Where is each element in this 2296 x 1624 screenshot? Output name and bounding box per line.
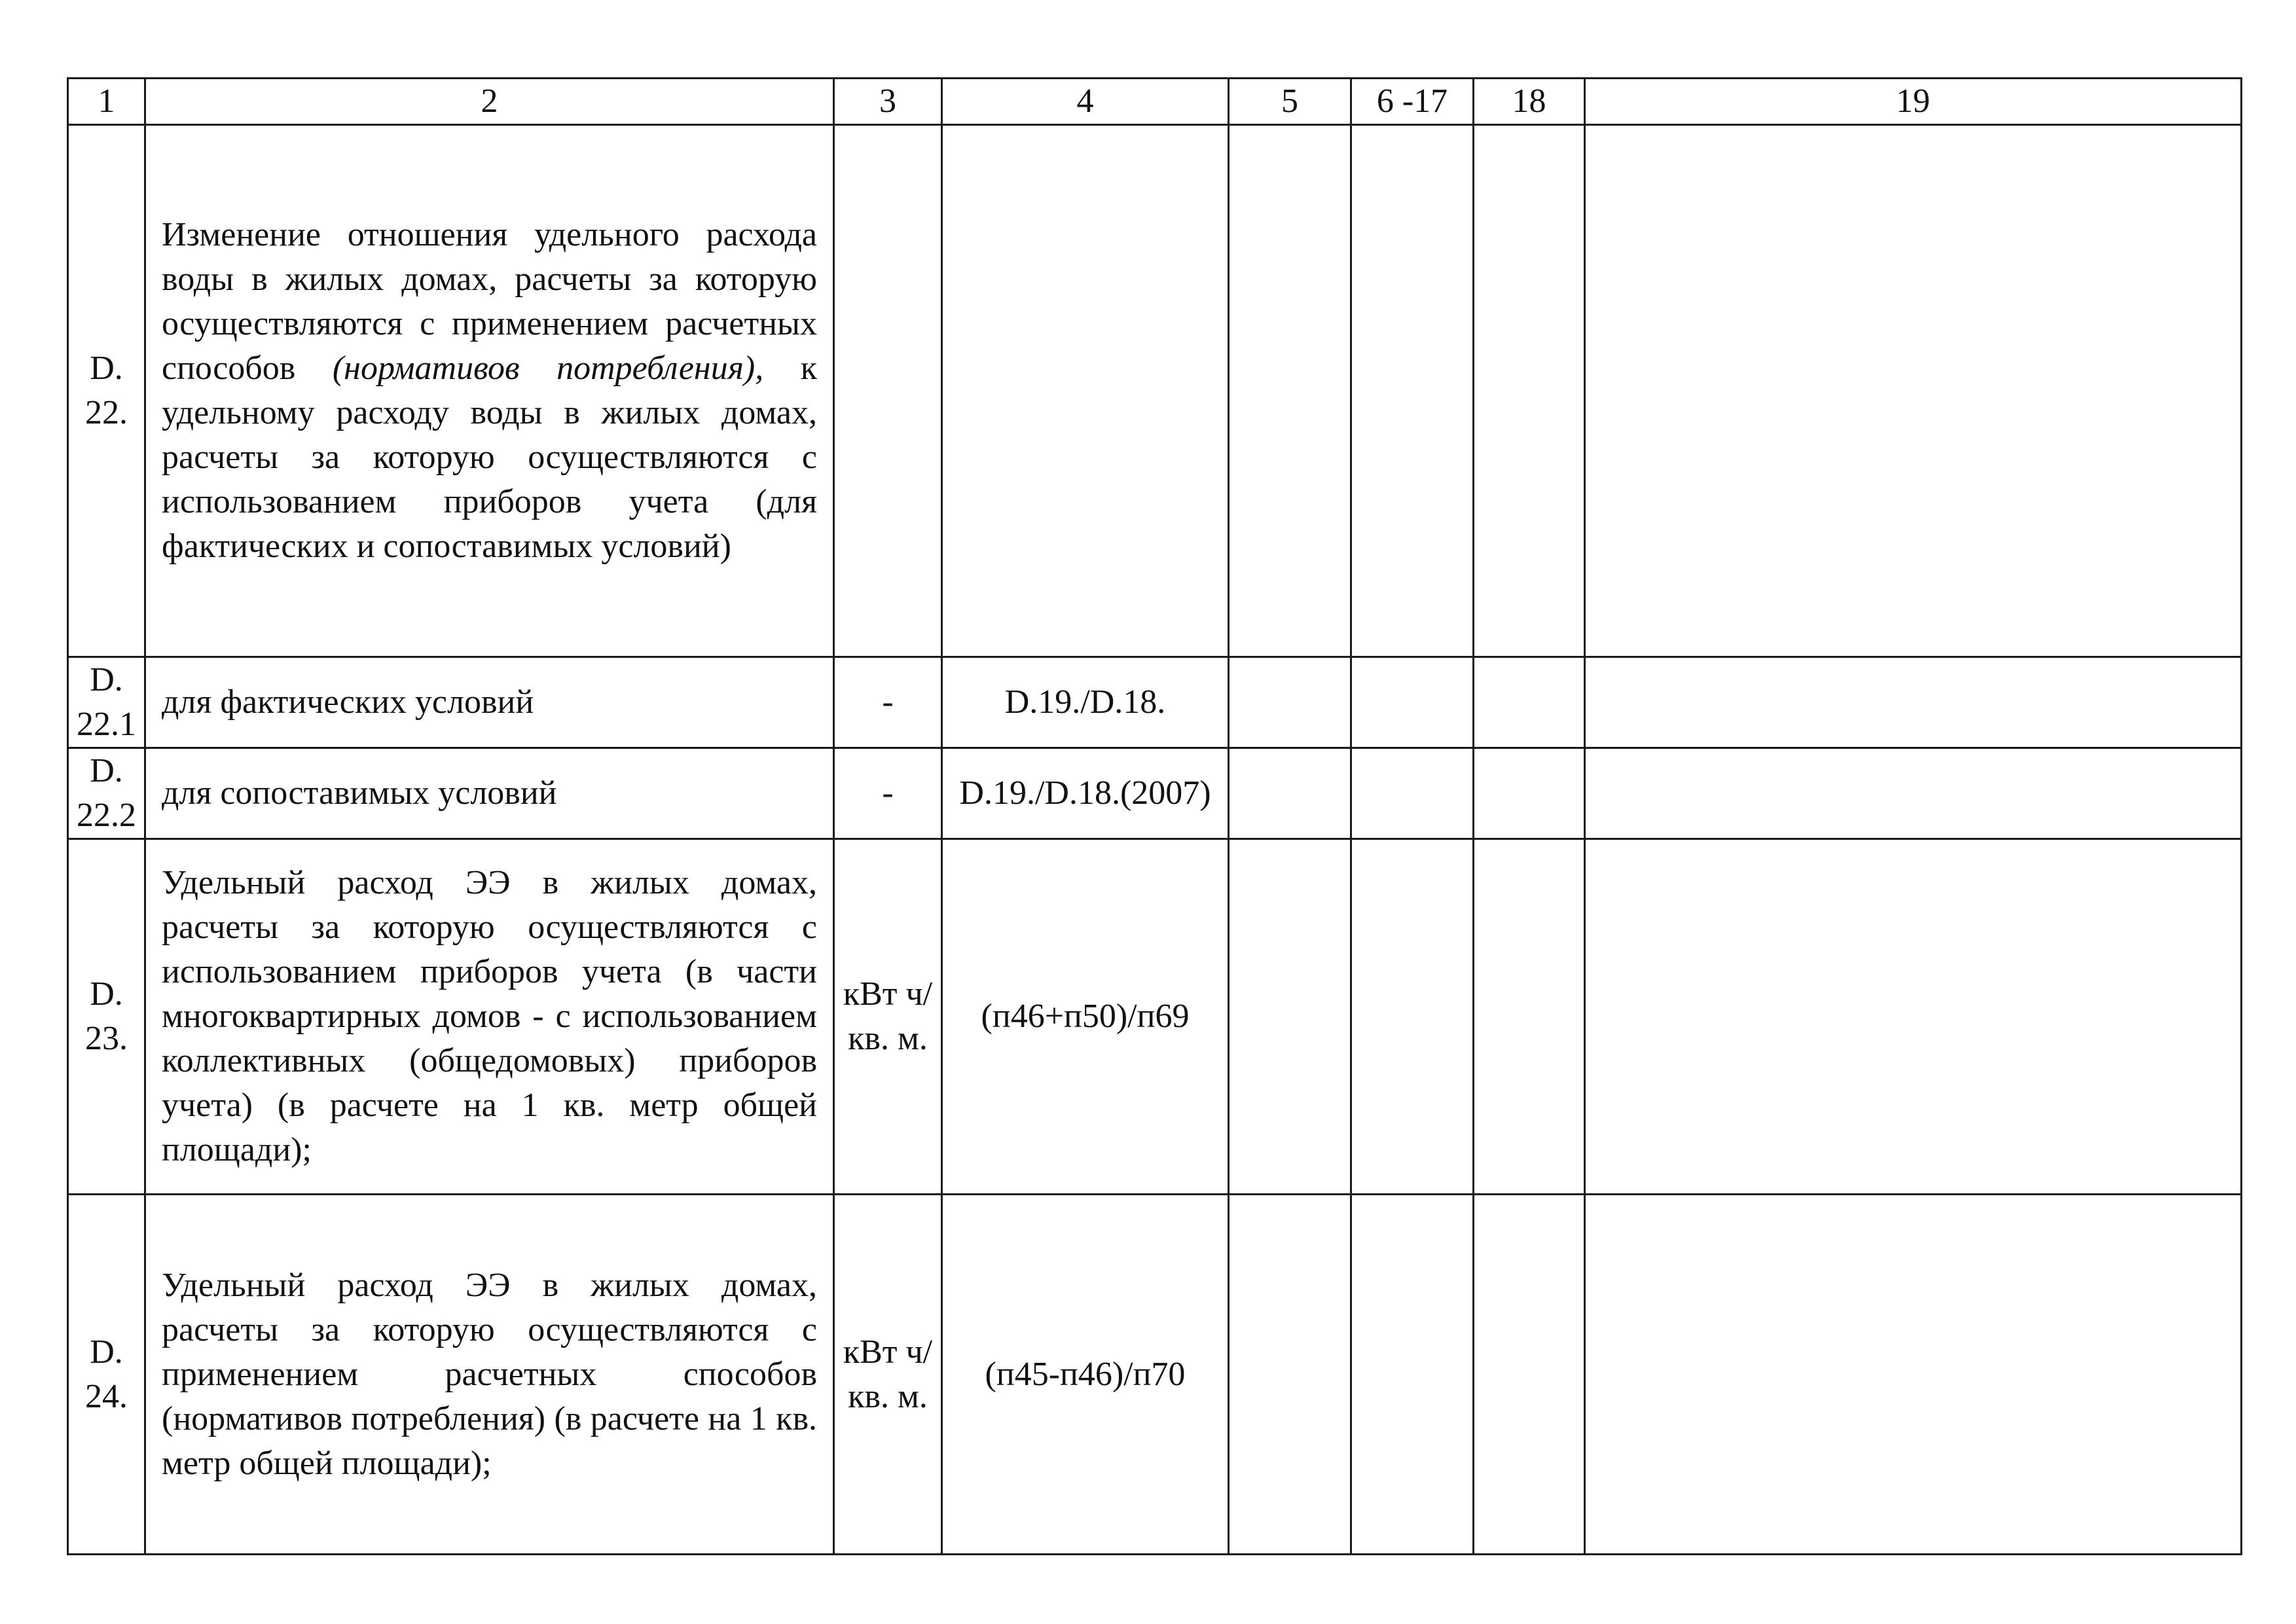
header-cell-col-1: 1 (68, 79, 145, 125)
row-unit: - (834, 748, 942, 839)
header-row (68, 79, 2242, 125)
row-description (145, 125, 834, 657)
table-row-d24 (68, 1195, 2242, 1555)
header-cell-col-6-17: 6 -17 (1351, 79, 1474, 125)
header-cell-col-19: 19 (1585, 79, 2242, 125)
header-cell-col-5: 5 (1229, 79, 1351, 125)
row-description (145, 839, 834, 1195)
row-unit: кВт ч/кв. м. (834, 1195, 942, 1555)
row-cell-col-19 (1585, 748, 2242, 839)
header-cell-col-3: 3 (834, 79, 942, 125)
header-cell-col-4: 4 (942, 79, 1229, 125)
table-row-d22 (68, 125, 2242, 657)
row-unit: кВт ч/кв. м. (834, 839, 942, 1195)
row-cell-col-5 (1229, 839, 1351, 1195)
table-row-d23 (68, 839, 2242, 1195)
row-code: D. 22. (68, 125, 145, 657)
indicator-table (67, 77, 2242, 1555)
row-description-text (162, 213, 817, 569)
row-cell-col-19 (1585, 839, 2242, 1195)
row-cell-col-19 (1585, 125, 2242, 657)
row-formula: D.19./D.18.(2007) (942, 748, 1229, 839)
description-italic-part: (нормативов потребления), (332, 350, 764, 387)
row-description (145, 1195, 834, 1555)
row-cell-col-18 (1474, 125, 1585, 657)
row-code: D. 23. (68, 839, 145, 1195)
row-cell-col-19 (1585, 1195, 2242, 1555)
row-cell-col-6-17 (1351, 748, 1474, 839)
row-code: D. 22.2 (68, 748, 145, 839)
header-cell-col-2: 2 (145, 79, 834, 125)
row-cell-col-6-17 (1351, 1195, 1474, 1555)
row-formula (942, 125, 1229, 657)
row-cell-col-5 (1229, 657, 1351, 748)
row-cell-col-18 (1474, 657, 1585, 748)
row-cell-col-5 (1229, 748, 1351, 839)
description-regular-part-1: Изменение отношения удельного расхода воды в жилых домах, расчеты за которую осуществляются с применением расчетных способов (162, 216, 817, 387)
row-unit (834, 125, 942, 657)
description-regular-part-2: к удельному расходу воды в жилых домах, расчеты за которую осуществляются с использованием приборов учета (для фактических и сопоставимых условий) (162, 350, 818, 565)
row-cell-col-5 (1229, 125, 1351, 657)
row-description-text: Удельный расход ЭЭ в жилых домах, расчеты за которую осуществляются с использованием приборов учета (в части многоквартирных домов - с использованием коллективных (общедомовых) приборов учета) (в расчете на 1 кв. метр общей площади); (162, 864, 817, 1168)
row-unit: - (834, 657, 942, 748)
row-code: D. 22.1 (68, 657, 145, 748)
row-cell-col-18 (1474, 1195, 1585, 1555)
row-cell-col-6-17 (1351, 839, 1474, 1195)
table-row-d22-1 (68, 657, 2242, 748)
row-description-text: Удельный расход ЭЭ в жилых домах, расчеты за которую осуществляются с применением расчетных способов (нормативов потребления) (в расчете на 1 кв. метр общей площади); (162, 1266, 817, 1482)
row-description: для фактических условий (145, 657, 834, 748)
row-description: для сопоставимых условий (145, 748, 834, 839)
row-cell-col-18 (1474, 839, 1585, 1195)
row-formula: (п45-п46)/п70 (942, 1195, 1229, 1555)
row-formula: D.19./D.18. (942, 657, 1229, 748)
header-cell-col-18: 18 (1474, 79, 1585, 125)
row-cell-col-18 (1474, 748, 1585, 839)
table-row-d22-2 (68, 748, 2242, 839)
row-formula: (п46+п50)/п69 (942, 839, 1229, 1195)
row-cell-col-6-17 (1351, 657, 1474, 748)
row-code: D. 24. (68, 1195, 145, 1555)
row-cell-col-19 (1585, 657, 2242, 748)
row-cell-col-5 (1229, 1195, 1351, 1555)
row-cell-col-6-17 (1351, 125, 1474, 657)
